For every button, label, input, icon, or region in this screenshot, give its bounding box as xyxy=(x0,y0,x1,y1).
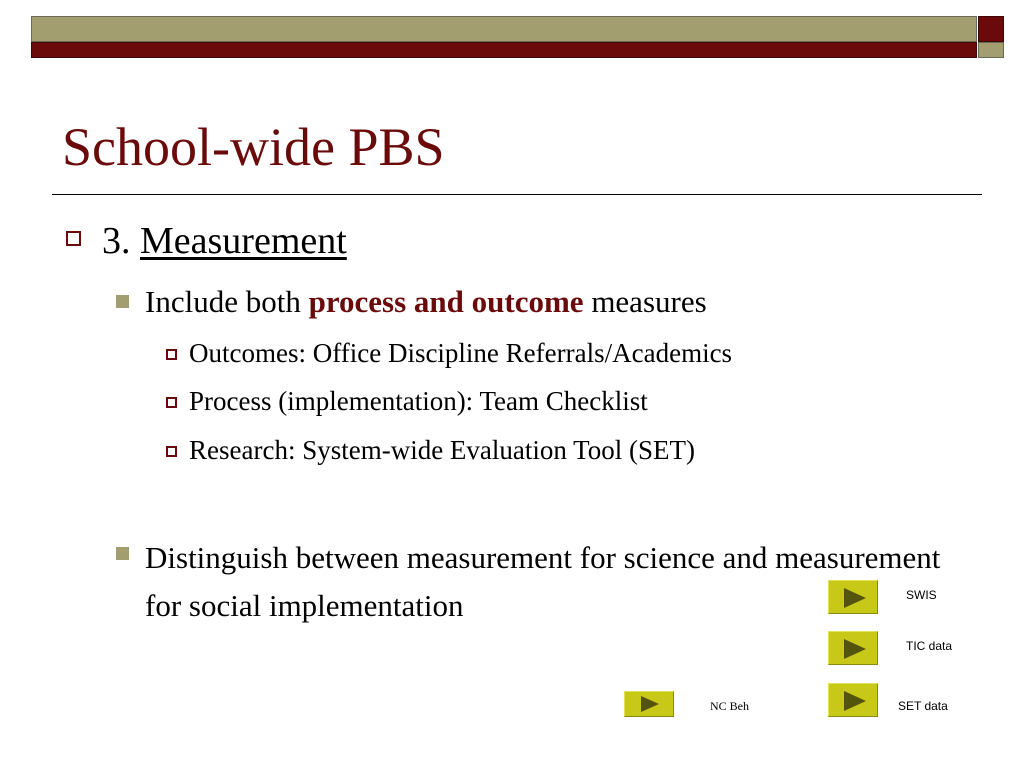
play-icon xyxy=(641,696,659,712)
subitem-process xyxy=(166,384,648,418)
subitem-text: Research: System-wide Evaluation Tool (SET) xyxy=(189,435,695,465)
set-data-label: SET data xyxy=(898,699,948,713)
subitem-outcomes xyxy=(166,336,732,370)
slide-title: School-wide PBS xyxy=(62,117,445,177)
hollow-square-bullet-icon xyxy=(66,231,81,246)
header-bar-olive xyxy=(31,16,977,42)
hollow-square-bullet-icon xyxy=(166,397,177,408)
play-icon xyxy=(844,588,866,608)
header-square-olive xyxy=(978,42,1004,58)
bullet-text: Distinguish between measurement for science and measurement for social implementation xyxy=(145,540,941,623)
set-data-play-button[interactable] xyxy=(828,683,878,717)
bullet-text-emphasis: process and outcome xyxy=(308,284,584,319)
bullet-number: 3. xyxy=(102,220,131,262)
tic-data-play-button[interactable] xyxy=(828,631,878,665)
bullet-heading: Measurement xyxy=(140,220,347,262)
nc-beh-label: NC Beh xyxy=(710,699,749,713)
tic-data-label: TIC data xyxy=(906,639,953,653)
bullet-text-suffix: measures xyxy=(583,284,707,319)
bullet-text-prefix: Include both xyxy=(145,284,309,319)
solid-square-bullet-icon xyxy=(116,295,129,308)
subitem-text: Outcomes: Office Discipline Referrals/Academics xyxy=(189,338,733,368)
subitem-text: Process (implementation): Team Checklist xyxy=(189,386,648,416)
swis-play-button[interactable] xyxy=(828,580,878,614)
header-square-maroon xyxy=(978,16,1004,42)
header-bar-maroon xyxy=(31,42,977,58)
hollow-square-bullet-icon xyxy=(166,349,177,360)
nc-beh-play-button[interactable] xyxy=(624,691,674,717)
bullet-level1 xyxy=(66,218,347,264)
bullet-process-outcome xyxy=(116,282,707,322)
play-icon xyxy=(844,691,866,711)
play-icon xyxy=(844,639,866,659)
hollow-square-bullet-icon xyxy=(166,446,177,457)
subitem-research xyxy=(166,433,695,467)
title-divider xyxy=(52,194,982,195)
solid-square-bullet-icon xyxy=(116,547,129,560)
swis-label: SWIS xyxy=(906,588,937,602)
